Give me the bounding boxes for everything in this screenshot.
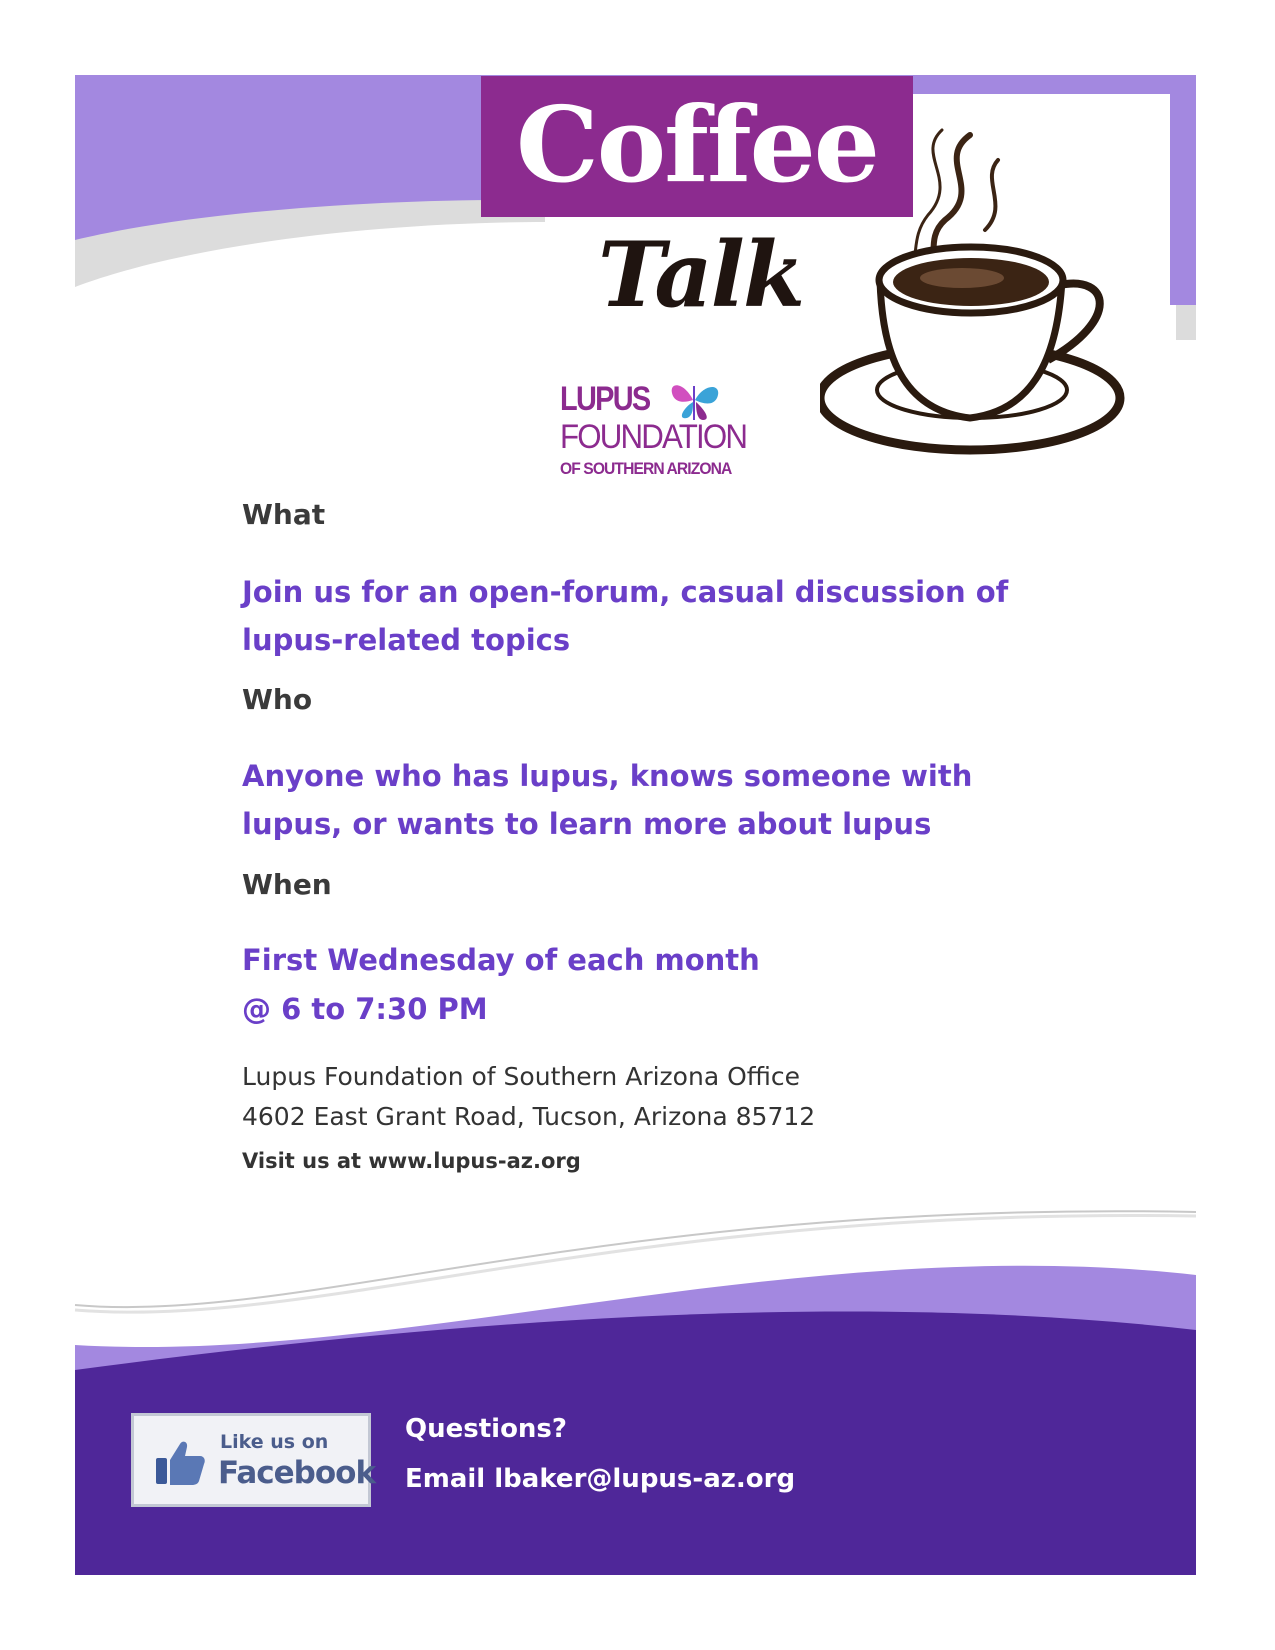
when-description-line1: First Wednesday of each month xyxy=(242,943,760,977)
contact-email[interactable]: Email lbaker@lupus-az.org xyxy=(405,1464,796,1494)
logo-line-foundation: FOUNDATION xyxy=(560,418,747,456)
thumbs-up-icon xyxy=(154,1438,206,1488)
facebook-like-button[interactable] xyxy=(131,1413,376,1507)
header-gray-strip xyxy=(1176,305,1196,340)
who-label: Who xyxy=(242,683,313,716)
title-talk: Talk xyxy=(598,222,804,328)
when-description-line2: @ 6 to 7:30 PM xyxy=(242,992,488,1026)
who-description-line2: lupus, or wants to learn more about lupus xyxy=(242,807,932,841)
what-description-line1: Join us for an open-forum, casual discussion of xyxy=(242,575,1009,609)
lupus-foundation-logo xyxy=(560,380,770,486)
title-coffee: Coffee xyxy=(516,83,878,206)
butterfly-icon xyxy=(663,376,725,424)
when-label: When xyxy=(242,868,332,901)
coffee-cup-icon xyxy=(820,120,1150,475)
logo-line-region: OF SOUTHERN ARIZONA xyxy=(560,459,732,478)
website-text: Visit us at www.lupus-az.org xyxy=(242,1149,581,1173)
what-label: What xyxy=(242,498,326,531)
office-address: 4602 East Grant Road, Tucson, Arizona 85712 xyxy=(242,1102,816,1131)
who-description-line1: Anyone who has lupus, knows someone with xyxy=(242,759,973,793)
office-name: Lupus Foundation of Southern Arizona Office xyxy=(242,1062,801,1091)
what-description-line2: lupus-related topics xyxy=(242,623,571,657)
logo-line-lupus: LUPUS xyxy=(560,380,650,418)
questions-text: Questions? xyxy=(405,1414,567,1444)
facebook-label-small: Like us on xyxy=(220,1431,329,1453)
facebook-label-large: Facebook xyxy=(218,1455,376,1491)
